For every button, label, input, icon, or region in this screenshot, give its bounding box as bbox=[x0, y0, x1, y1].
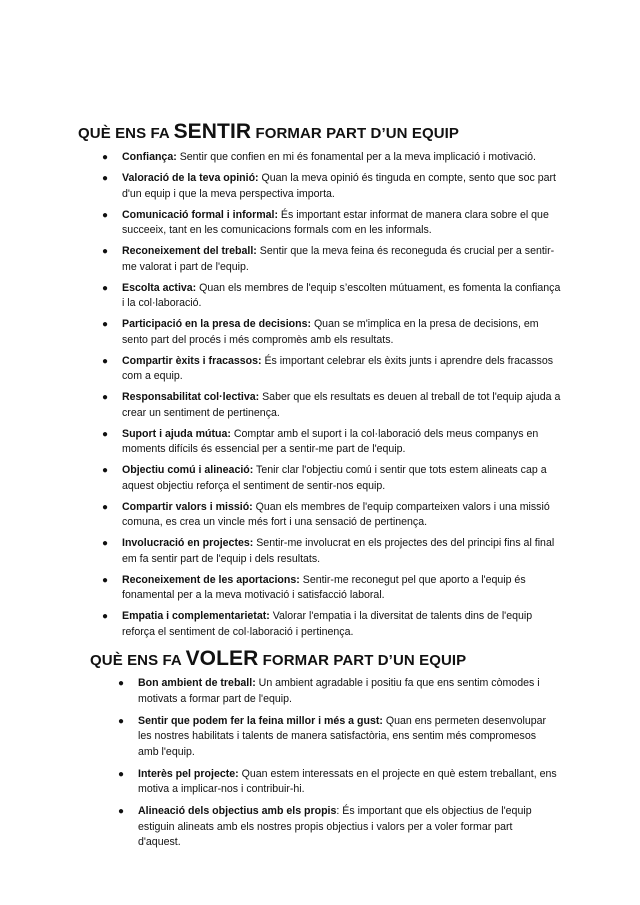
list-item-term: Alineació dels objectius amb els propis bbox=[138, 805, 337, 817]
heading-emphasis: VOLER bbox=[185, 647, 259, 670]
list-item bbox=[118, 767, 558, 798]
bullet-icon: ● bbox=[102, 611, 109, 622]
list-item-text: Sentir que la meva feina és reconeguda és crucial per a sentir-me valorat i part de l'equip. bbox=[122, 245, 555, 273]
bullet-icon: ● bbox=[118, 715, 125, 727]
list-item-text: Comptar amb el suport i la col·laboració dels meus companys en moments difícils és essencial per a sentir-me part de l'equip. bbox=[122, 427, 539, 455]
list-item bbox=[102, 427, 562, 458]
heading-prefix: QUÈ ENS FA bbox=[78, 125, 174, 142]
section-heading-voler bbox=[90, 647, 466, 671]
list-item-term: Bon ambient de treball: bbox=[138, 677, 256, 689]
bullet-icon: ● bbox=[102, 501, 109, 513]
list-item-term: Participació en la presa de decisions: bbox=[122, 318, 311, 330]
list-item-text: És important estar informat de manera clara sobre el que succeeix, tant en les comunicacions formals com en les informals. bbox=[122, 208, 549, 236]
list-item-term: Confiança: bbox=[122, 151, 177, 163]
bullet-icon: ● bbox=[102, 538, 109, 549]
list-item-term: Involucració en projectes: bbox=[122, 537, 254, 549]
list-item bbox=[102, 573, 562, 604]
bullet-icon: ● bbox=[102, 428, 109, 440]
list-item-term: Objectiu comú i alineació: bbox=[122, 464, 254, 476]
list-item bbox=[102, 609, 562, 640]
list-item-text: Valorar l'empatia i la diversitat de talents dins de l'equip reforça el sentiment de col·laboració i pertinença. bbox=[122, 610, 533, 638]
list-item bbox=[102, 317, 562, 348]
list-item bbox=[102, 463, 562, 494]
list-item bbox=[102, 281, 562, 312]
list-item-text: : És important que els objectius de l'equip estiguin alineats amb els nostres propis objectius i valors per a voler formar part d'aquest. bbox=[138, 805, 532, 848]
list-item bbox=[102, 500, 562, 531]
bullet-icon: ● bbox=[102, 355, 109, 367]
list-item-term: Compartir valors i missió: bbox=[122, 500, 253, 513]
list-item bbox=[102, 390, 562, 421]
list-item-term: Reconeixement de les aportacions: bbox=[122, 573, 300, 586]
list-item-text: Un ambient agradable i positiu fa que ens sentim còmodes i motivats a formar part de l'equip. bbox=[138, 677, 540, 705]
list-item-text: Quan ens permeten desenvolupar les nostres habilitats i talents de manera satisfactòria, ens sentim més compromesos amb l'equip. bbox=[138, 714, 547, 758]
list-item-text: Sentir que confien en mi és fonamental per a la meva implicació i motivació. bbox=[176, 151, 536, 163]
list-item-text: Quan la meva opinió és tinguda en compte, sento que soc part d'un equip i que la meva perspectiva importa. bbox=[122, 172, 556, 200]
list-item-term: Valoració de la teva opinió: bbox=[122, 172, 259, 184]
list-item-term: Suport i ajuda mútua: bbox=[122, 427, 231, 440]
bullet-icon: ● bbox=[102, 465, 109, 476]
list-item bbox=[118, 714, 558, 761]
list-item bbox=[118, 804, 558, 851]
list-item-text: Quan els membres de l'equip s’escolten mútuament, es fomenta la confiança i la col·laboració. bbox=[122, 281, 561, 309]
list-item-term: Empatia i complementarietat: bbox=[122, 610, 270, 622]
list-item bbox=[102, 244, 562, 275]
list-item-text: Saber que els resultats es deuen al treball de tot l'equip ajuda a crear un sentiment de pertinença. bbox=[122, 391, 561, 419]
list-item-term: Escolta activa: bbox=[122, 281, 197, 294]
list-item-text: Quan els membres de l'equip comparteixen valors i una missió comuna, es crea un vincle més fort i una sensació de pertinença. bbox=[122, 500, 550, 528]
list-item-term: Interès pel projecte: bbox=[138, 767, 239, 780]
bullet-icon: ● bbox=[102, 173, 109, 184]
bullet-icon: ● bbox=[118, 678, 125, 689]
list-item bbox=[102, 171, 562, 202]
sentir-list bbox=[102, 150, 562, 646]
list-item-term: Compartir èxits i fracassos: bbox=[122, 354, 262, 367]
list-item bbox=[102, 536, 562, 567]
list-item bbox=[102, 150, 562, 166]
heading-suffix: FORMAR PART D’UN EQUIP bbox=[258, 652, 467, 669]
list-item-text: Quan estem interessats en el projecte en què estem treballant, ens motiva a implicar-nos i contribuir-hi. bbox=[138, 767, 557, 795]
bullet-icon: ● bbox=[102, 152, 109, 163]
list-item-text: És important celebrar els èxits junts i aprendre dels fracassos com a equip. bbox=[122, 354, 554, 382]
list-item-text: Sentir-me reconegut pel que aporto a l'equip és fonamental per a la meva motivació i satisfacció laboral. bbox=[122, 573, 526, 601]
list-item-term: Comunicació formal i informal: bbox=[122, 208, 278, 221]
list-item bbox=[118, 676, 558, 707]
list-item-text: Tenir clar l'objectiu comú i sentir que tots estem alineats cap a aquest objectiu reforça el sentiment de sentir-nos equip. bbox=[122, 464, 547, 492]
heading-prefix: QUÈ ENS FA bbox=[90, 652, 186, 669]
list-item-text: Sentir-me involucrat en els projectes des del principi fins al final em fa sentir part de l'equip i dels resultats. bbox=[122, 537, 555, 565]
bullet-icon: ● bbox=[118, 768, 125, 780]
heading-suffix: FORMAR PART D’UN EQUIP bbox=[251, 125, 460, 142]
bullet-icon: ● bbox=[118, 806, 125, 817]
bullet-icon: ● bbox=[102, 574, 109, 586]
voler-list bbox=[118, 676, 558, 857]
list-item-term: Responsabilitat col·lectiva: bbox=[122, 391, 260, 403]
list-item bbox=[102, 354, 562, 385]
heading-emphasis: SENTIR bbox=[173, 120, 252, 143]
list-item bbox=[102, 208, 562, 239]
list-item-term: Sentir que podem fer la feina millor i més a gust: bbox=[138, 714, 383, 727]
bullet-icon: ● bbox=[102, 392, 109, 403]
bullet-icon: ● bbox=[102, 319, 109, 330]
section-heading-sentir bbox=[78, 120, 459, 144]
bullet-icon: ● bbox=[102, 282, 109, 294]
bullet-icon: ● bbox=[102, 246, 109, 257]
list-item-text: Quan se m'implica en la presa de decisions, em sento part del procés i més compromès amb els resultats. bbox=[122, 318, 539, 346]
list-item-term: Reconeixement del treball: bbox=[122, 245, 257, 257]
bullet-icon: ● bbox=[102, 209, 109, 221]
